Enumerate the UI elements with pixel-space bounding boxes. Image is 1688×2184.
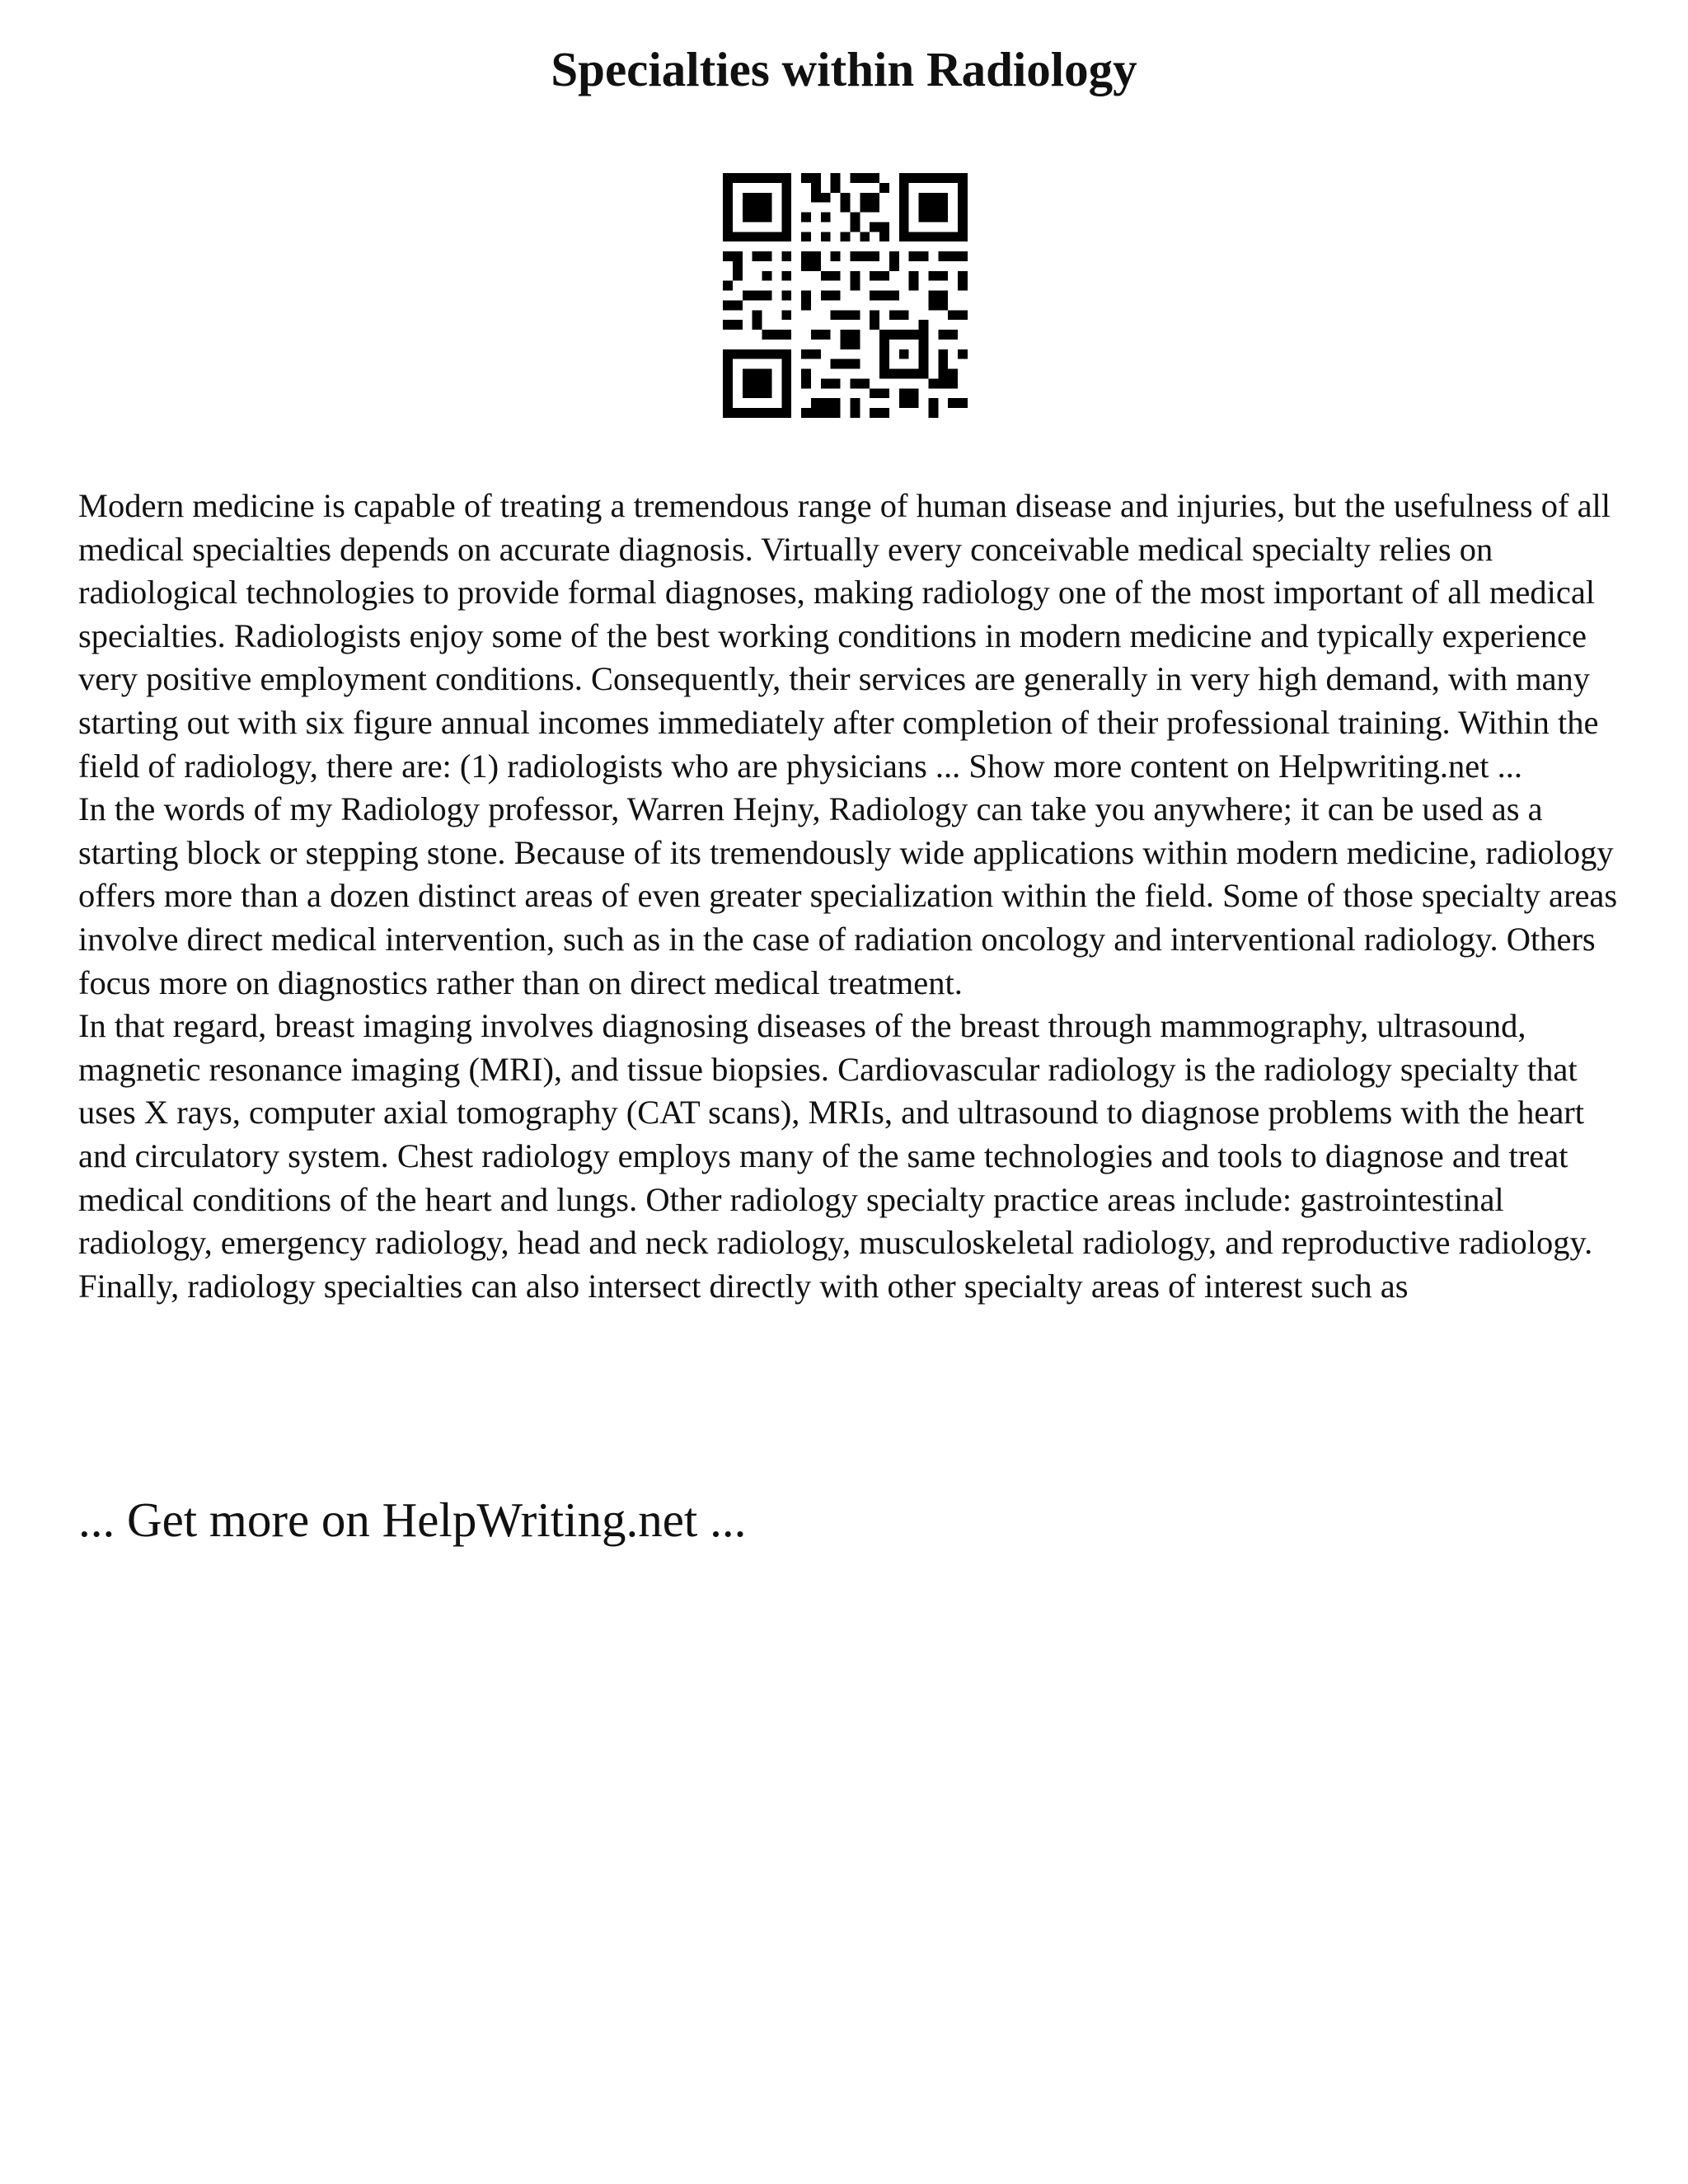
paragraph: In the words of my Radiology professor, Warren Hejny, Radiology can take you anywhere; it can be used as a starting block or stepping stone. Because of its tremendously wide applications within modern medicine, radiology offers more than a dozen distinct areas of even greater specialization within the field. Some of those specialty areas involve direct medical intervention, such as in the case of radiation oncology and interventional radiology. Others focus more on diagnostics rather than on direct medical treatment. [78, 790, 1618, 1001]
page-title: Specialties within Radiology [551, 42, 1137, 96]
qr-code-icon [723, 173, 968, 418]
article-body [78, 485, 1628, 1308]
paragraph: Modern medicine is capable of treating a tremendous range of human disease and injuries, but the usefulness of all medical specialties depends on accurate diagnosis. Virtually every conceivable medical specialty relies on radiological technologies to provide formal diagnoses, making radiology one of the most important of all medical specialties. Radiologists enjoy some of the best working conditions in modern medicine and typically experience very positive employment conditions. Consequently, their services are generally in very high demand, with many starting out with six figure annual incomes immediately after completion of their professional training. Within the field of radiology, there are: (1) radiologists who are physicians ... Show more content on Helpwriting.net ... [78, 487, 1611, 785]
paragraph: In that regard, breast imaging involves diagnosing diseases of the breast through mammography, ultrasound, magnetic resonance imaging (MRI), and tissue biopsies. Cardiovascular radiology is the radiology specialty that uses X rays, computer axial tomography (CAT scans), MRIs, and ultrasound to diagnose problems with the heart and circulatory system. Chest radiology employs many of the same technologies and tools to diagnose and treat medical conditions of the heart and lungs. Other radiology specialty practice areas include: gastrointestinal radiology, emergency radiology, head and neck radiology, musculoskeletal radiology, and reproductive radiology. Finally, radiology specialties can also intersect directly with other specialty areas of interest such as [78, 1007, 1593, 1305]
get-more-link[interactable]: ... Get more on HelpWriting.net ... [78, 1493, 747, 1547]
